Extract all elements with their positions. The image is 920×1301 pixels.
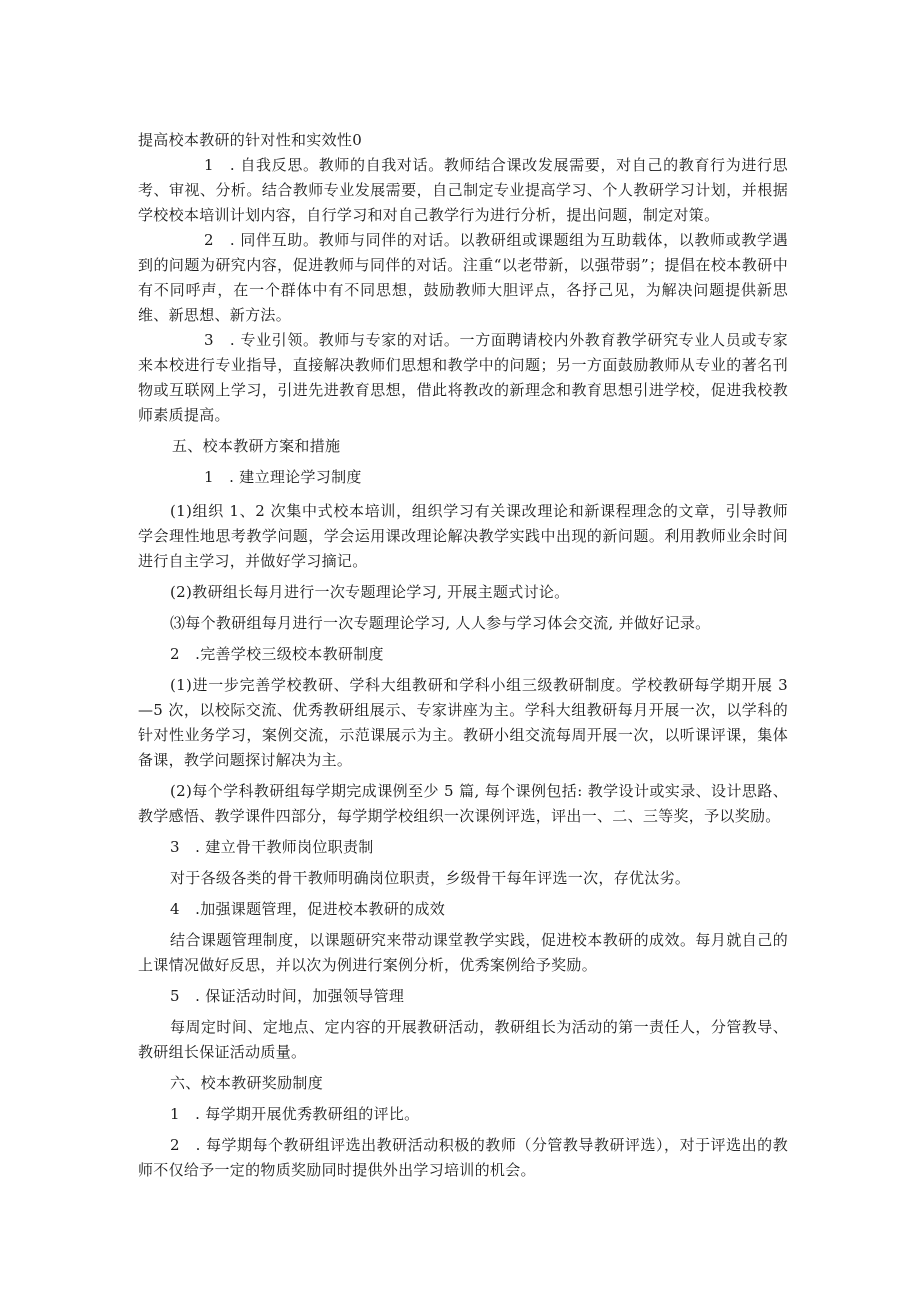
intro-line: 提高校本教研的针对性和实效性0 [138,131,363,149]
section-5-item-1-para-2: (2)教研组长每月进行一次专题理论学习, 开展主题式讨论。 [170,583,570,601]
section-6-item-1: 1 . 每学期开展优秀教研组的评比。 [170,1105,420,1123]
section-5-heading: 五、校本教研方案和措施 [172,437,341,455]
section-5-item-4-para-1: 结合课题管理制度，以课题研究来带动课堂教学实践，促进校本教研的成效。每月就自己的上课情况做好反思，并以次为例进行案例分析，优秀案例给予奖励。 [138,931,788,974]
section-5-item-5-heading: 5 . 保证活动时间，加强领导管理 [170,987,405,1005]
paragraph-self-reflection: 1 . 自我反思。教师的自我对话。教师结合课改发展需要，对自己的教育行为进行思考、审视、分析。结合教师专业发展需要，自己制定专业提高学习、个人教研学习计划，并根据学校校本培训计划内容，自行学习和对自己教学行为进行分析，提出问题，制定对策。 [138,156,788,224]
section-5-item-2-heading: 2 .完善学校三级校本教研制度 [170,645,384,663]
section-5-item-2-para-1: (1)进一步完善学校教研、学科大组教研和学科小组三级教研制度。学校教研每学期开展 3—5 次，以校际交流、优秀教研组展示、专家讲座为主。学科大组教研每月开展一次，以学科的针对性业务学习，案例交流，示范课展示为主。教研小组交流每周开展一次，以听课评课，集体备课，教学问题探讨解决为主。 [138,676,788,769]
paragraph-expert-guidance: 3 . 专业引领。教师与专家的对话。一方面聘请校内外教育教学研究专业人员或专家来本校进行专业指导，直接解决教师们思想和教学中的问题；另一方面鼓励教师从专业的著名刊物或互联网上学习，引进先进教育思想，借此将教改的新理念和教育思想引进学校，促进我校教师素质提高。 [138,331,788,424]
section-5-item-1-heading: 1 . 建立理论学习制度 [204,468,362,486]
section-5-item-3-para-1: 对于各级各类的骨干教师明确岗位职责，乡级骨干每年评选一次，存优汰劣。 [170,869,691,887]
section-5-item-1-para-3: ⑶每个教研组每月进行一次专题理论学习, 人人参与学习体会交流, 并做好记录。 [170,614,711,632]
section-6-heading: 六、校本教研奖励制度 [170,1074,324,1092]
section-5-item-1-para-1: (1)组织 1、2 次集中式校本培训，组织学习有关课改理论和新课程理念的文章，引导教师学会理性地思考教学问题，学会运用课改理论解决教学实践中出现的新问题。利用教师业余时间进行自主学习，并做好学习摘记。 [138,502,788,570]
section-5-item-3-heading: 3 . 建立骨干教师岗位职责制 [170,838,374,856]
section-5-item-5-para-1: 每周定时间、定地点、定内容的开展教研活动，教研组长为活动的第一责任人，分管教导、教研组长保证活动质量。 [138,1018,788,1061]
section-5-item-2-para-2: (2)每个学科教研组每学期完成课例至少 5 篇, 每个课例包括: 教学设计或实录、设计思路、教学感悟、教学课件四部分，每学期学校组织一次课例评选，评出一、二、三等奖，予以奖励。 [138,782,788,825]
section-5-item-4-heading: 4 .加强课题管理，促进校本教研的成效 [170,900,446,918]
document-body [138,128,788,1183]
section-6-item-2: 2 . 每学期每个教研组评选出教研活动积极的教师（分管教导教研评选），对于评选出的教师不仅给予一定的物质奖励同时提供外出学习培训的机会。 [138,1136,788,1179]
paragraph-peer-support: 2 . 同伴互助。教师与同伴的对话。以教研组或课题组为互助载体，以教师或教学遇到的问题为研究内容，促进教师与同伴的对话。注重“以老带新，以强带弱”；提倡在校本教研中有不同呼声，在一个群体中有不同思想，鼓励教师大胆评点，各抒己见，为解决问题提供新思维、新思想、新方法。 [138,231,788,324]
